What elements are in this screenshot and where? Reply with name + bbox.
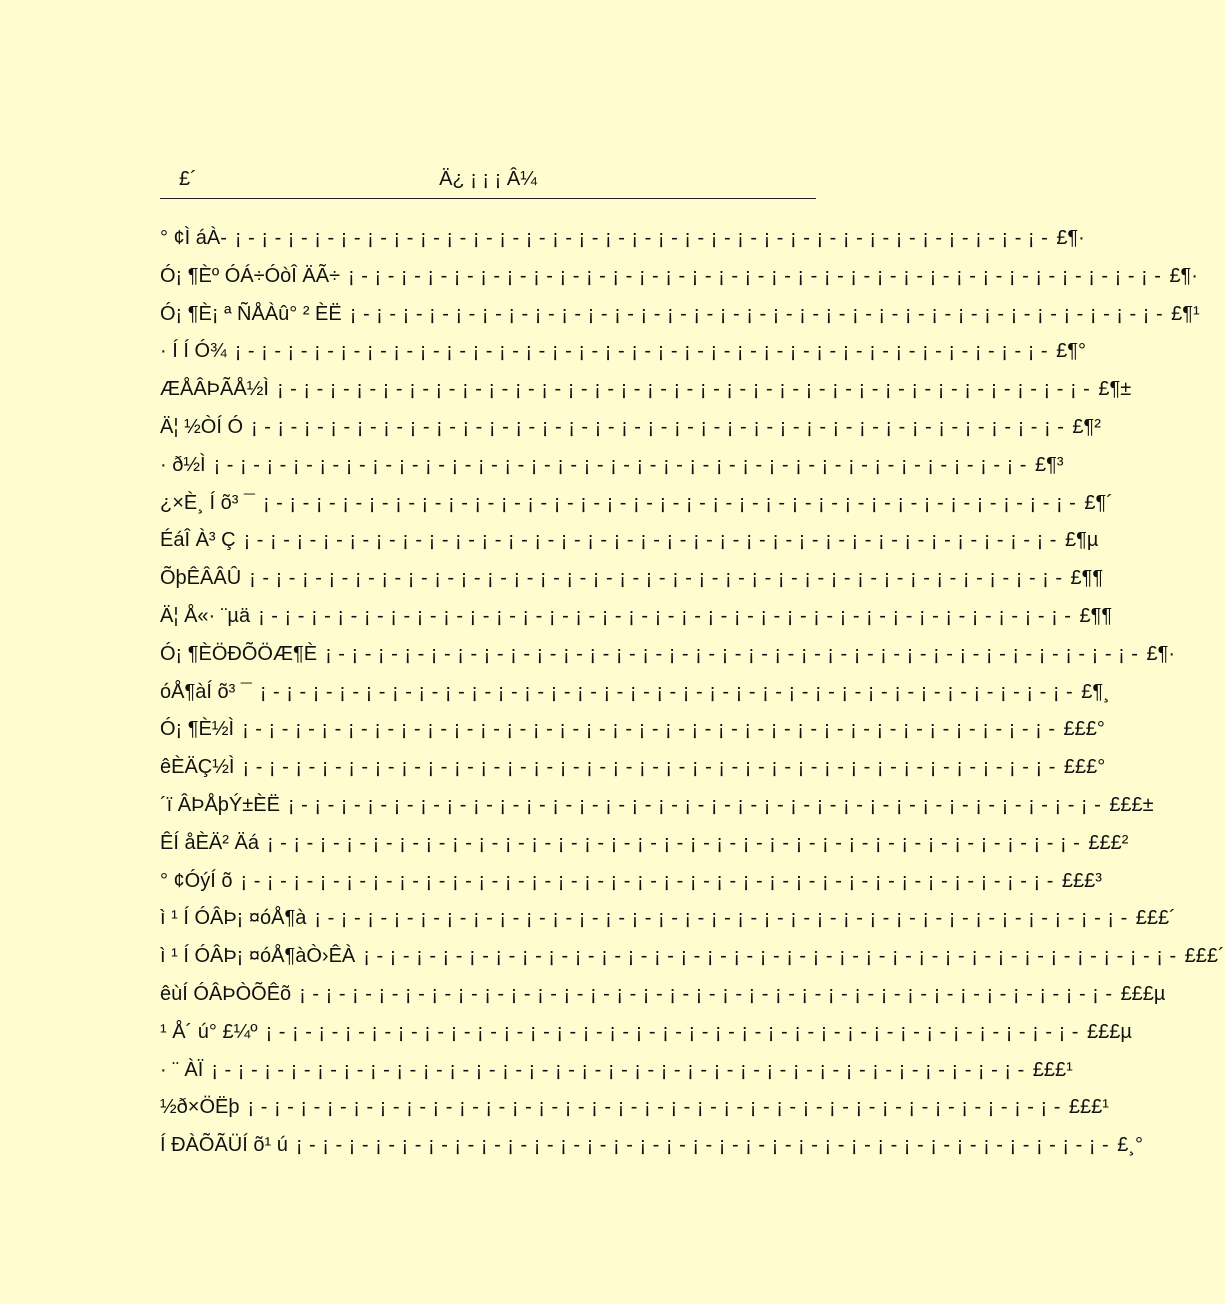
toc-entry-title: ÉáÎ À³ Ç [160, 529, 236, 552]
toc-entry [160, 409, 1101, 447]
toc-entry [160, 787, 1154, 825]
toc-entry-page: £¶± [1098, 378, 1132, 401]
toc-entry [160, 485, 1113, 523]
toc-entry [160, 749, 1106, 787]
toc-entry-title: Ó¡ ¶Èº ÓÁ÷ÓòÎ ÄÃ÷ [160, 264, 341, 287]
toc-dot-leader: ¡ - ¡ - ¡ - ¡ - ¡ - ¡ - ¡ - ¡ - ¡ - ¡ - ¡ - ¡ - ¡ - ¡ - ¡ - ¡ - ¡ - ¡ - ¡ - ¡ - ¡ - ¡ - ¡ - ¡ - ¡ - ¡ - ¡ - ¡ - ¡ - ¡ - ¡ - [259, 680, 1074, 703]
toc-dot-leader: ¡ - ¡ - ¡ - ¡ - ¡ - ¡ - ¡ - ¡ - ¡ - ¡ - ¡ - ¡ - ¡ - ¡ - ¡ - ¡ - ¡ - ¡ - ¡ - ¡ - ¡ - ¡ - ¡ - ¡ - ¡ - ¡ - ¡ - ¡ - ¡ - ¡ - ¡ - [287, 793, 1102, 816]
toc-entry-title: Ó¡ ¶È¡ ª ÑÅÀû° ² ÈË [160, 302, 342, 325]
toc-entry-page: £¶¹ [1171, 302, 1200, 325]
toc-entry-title: Í ÐÀÕÃÜÍ õ¹ ú [160, 1134, 288, 1157]
toc-entry [160, 447, 1064, 485]
toc-entry-title: · ¨ ÀÏ [160, 1058, 204, 1081]
toc-dot-leader: ¡ - ¡ - ¡ - ¡ - ¡ - ¡ - ¡ - ¡ - ¡ - ¡ - ¡ - ¡ - ¡ - ¡ - ¡ - ¡ - ¡ - ¡ - ¡ - ¡ - ¡ - ¡ - ¡ - ¡ - ¡ - ¡ - ¡ - ¡ - ¡ - ¡ - ¡ - [262, 491, 1077, 514]
toc-entry [160, 938, 1225, 976]
toc-entry-page: £¶¶ [1079, 604, 1113, 627]
toc-entry-title: ¿×È¸ Í õ³ ¯ [160, 491, 255, 514]
toc-dot-leader: ¡ - ¡ - ¡ - ¡ - ¡ - ¡ - ¡ - ¡ - ¡ - ¡ - ¡ - ¡ - ¡ - ¡ - ¡ - ¡ - ¡ - ¡ - ¡ - ¡ - ¡ - ¡ - ¡ - ¡ - ¡ - ¡ - ¡ - ¡ - ¡ - ¡ - ¡ - [247, 1096, 1061, 1119]
toc-entry-title: ° ¢ÓýÍ õ [160, 869, 233, 892]
toc-entry-page: £££¹ [1032, 1058, 1073, 1081]
toc-dot-leader: ¡ - ¡ - ¡ - ¡ - ¡ - ¡ - ¡ - ¡ - ¡ - ¡ - ¡ - ¡ - ¡ - ¡ - ¡ - ¡ - ¡ - ¡ - ¡ - ¡ - ¡ - ¡ - ¡ - ¡ - ¡ - ¡ - ¡ - ¡ - ¡ - ¡ - ¡ - [213, 453, 1027, 476]
toc-entry-title: · Í Í Ó¾ [160, 340, 227, 363]
toc-entry-page: £¶¶ [1070, 567, 1104, 590]
toc-dot-leader: ¡ - ¡ - ¡ - ¡ - ¡ - ¡ - ¡ - ¡ - ¡ - ¡ - ¡ - ¡ - ¡ - ¡ - ¡ - ¡ - ¡ - ¡ - ¡ - ¡ - ¡ - ¡ - ¡ - ¡ - ¡ - ¡ - ¡ - ¡ - ¡ - ¡ - ¡ - [299, 982, 1113, 1005]
toc-entry-title: ° ¢Ì áÀ- [160, 227, 227, 249]
toc-dot-leader: ¡ - ¡ - ¡ - ¡ - ¡ - ¡ - ¡ - ¡ - ¡ - ¡ - ¡ - ¡ - ¡ - ¡ - ¡ - ¡ - ¡ - ¡ - ¡ - ¡ - ¡ - ¡ - ¡ - ¡ - ¡ - ¡ - ¡ - ¡ - ¡ - ¡ - ¡ - [258, 604, 1072, 627]
toc-dot-leader: ¡ - ¡ - ¡ - ¡ - ¡ - ¡ - ¡ - ¡ - ¡ - ¡ - ¡ - ¡ - ¡ - ¡ - ¡ - ¡ - ¡ - ¡ - ¡ - ¡ - ¡ - ¡ - ¡ - ¡ - ¡ - ¡ - ¡ - ¡ - ¡ - ¡ - ¡ - [242, 756, 1056, 779]
toc-dot-leader: ¡ - ¡ - ¡ - ¡ - ¡ - ¡ - ¡ - ¡ - ¡ - ¡ - ¡ - ¡ - ¡ - ¡ - ¡ - ¡ - ¡ - ¡ - ¡ - ¡ - ¡ - ¡ - ¡ - ¡ - ¡ - ¡ - ¡ - ¡ - ¡ - ¡ - ¡ - [211, 1058, 1025, 1081]
toc-entry [160, 636, 1175, 674]
toc-entry-page: £££° [1063, 756, 1106, 779]
toc-dot-leader: ¡ - ¡ - ¡ - ¡ - ¡ - ¡ - ¡ - ¡ - ¡ - ¡ - ¡ - ¡ - ¡ - ¡ - ¡ - ¡ - ¡ - ¡ - ¡ - ¡ - ¡ - ¡ - ¡ - ¡ - ¡ - ¡ - ¡ - ¡ - ¡ - ¡ - ¡ - [349, 302, 1164, 325]
toc-entry [160, 522, 1099, 560]
toc-entry-page: £¶² [1072, 415, 1101, 438]
toc-entry-title: ÕþÊÂÂÛ [160, 567, 242, 590]
toc-entry-page: £¶´ [1084, 491, 1113, 514]
toc-entry-page: £££° [1063, 718, 1105, 741]
page-number: £´ [179, 168, 197, 190]
toc-entry-title: ´ï ÂÞÅþÝ±ÈË [160, 793, 280, 816]
toc-entry-page: £¸° [1117, 1134, 1143, 1157]
toc-entry-title: Ó¡ ¶ÈÖÐÕÖÆ¶È [160, 642, 318, 665]
toc-entry [160, 863, 1102, 901]
toc-dot-leader: ¡ - ¡ - ¡ - ¡ - ¡ - ¡ - ¡ - ¡ - ¡ - ¡ - ¡ - ¡ - ¡ - ¡ - ¡ - ¡ - ¡ - ¡ - ¡ - ¡ - ¡ - ¡ - ¡ - ¡ - ¡ - ¡ - ¡ - ¡ - ¡ - ¡ - ¡ - [240, 869, 1054, 892]
toc-entry [160, 825, 1129, 863]
toc-entry-title: ì ¹ Í ÓÂÞ¡ ¤óÅ¶à [160, 907, 307, 930]
toc-entry [160, 674, 1110, 712]
toc-entry-title: êùÍ ÓÂÞÒÕÊõ [160, 982, 292, 1005]
table-of-contents [160, 220, 1225, 1165]
toc-dot-leader: ¡ - ¡ - ¡ - ¡ - ¡ - ¡ - ¡ - ¡ - ¡ - ¡ - ¡ - ¡ - ¡ - ¡ - ¡ - ¡ - ¡ - ¡ - ¡ - ¡ - ¡ - ¡ - ¡ - ¡ - ¡ - ¡ - ¡ - ¡ - ¡ - ¡ - ¡ - [314, 907, 1128, 930]
toc-entry-page: £¶· [1056, 227, 1085, 249]
toc-entry-page: £££µ [1086, 1020, 1132, 1043]
toc-entry [160, 1127, 1143, 1165]
toc-entry-page: £¶· [1169, 264, 1198, 287]
toc-dot-leader: ¡ - ¡ - ¡ - ¡ - ¡ - ¡ - ¡ - ¡ - ¡ - ¡ - ¡ - ¡ - ¡ - ¡ - ¡ - ¡ - ¡ - ¡ - ¡ - ¡ - ¡ - ¡ - ¡ - ¡ - ¡ - ¡ - ¡ - ¡ - ¡ - ¡ - ¡ - [295, 1134, 1110, 1157]
toc-entry-page: £££± [1109, 793, 1154, 816]
toc-entry [160, 560, 1104, 598]
toc-entry [160, 296, 1200, 334]
toc-entry-page: £¶µ [1064, 529, 1099, 552]
toc-entry-page: £¶³ [1034, 453, 1064, 476]
toc-entry-page: £¶° [1056, 340, 1086, 363]
toc-entry [160, 371, 1132, 409]
toc-dot-leader: ¡ - ¡ - ¡ - ¡ - ¡ - ¡ - ¡ - ¡ - ¡ - ¡ - ¡ - ¡ - ¡ - ¡ - ¡ - ¡ - ¡ - ¡ - ¡ - ¡ - ¡ - ¡ - ¡ - ¡ - ¡ - ¡ - ¡ - ¡ - ¡ - ¡ - ¡ - [234, 227, 1049, 249]
toc-dot-leader: ¡ - ¡ - ¡ - ¡ - ¡ - ¡ - ¡ - ¡ - ¡ - ¡ - ¡ - ¡ - ¡ - ¡ - ¡ - ¡ - ¡ - ¡ - ¡ - ¡ - ¡ - ¡ - ¡ - ¡ - ¡ - ¡ - ¡ - ¡ - ¡ - ¡ - ¡ - [242, 718, 1056, 741]
toc-entry [160, 598, 1113, 636]
toc-entry [160, 1014, 1132, 1052]
toc-dot-leader: ¡ - ¡ - ¡ - ¡ - ¡ - ¡ - ¡ - ¡ - ¡ - ¡ - ¡ - ¡ - ¡ - ¡ - ¡ - ¡ - ¡ - ¡ - ¡ - ¡ - ¡ - ¡ - ¡ - ¡ - ¡ - ¡ - ¡ - ¡ - ¡ - ¡ - ¡ - [363, 945, 1177, 968]
toc-dot-leader: ¡ - ¡ - ¡ - ¡ - ¡ - ¡ - ¡ - ¡ - ¡ - ¡ - ¡ - ¡ - ¡ - ¡ - ¡ - ¡ - ¡ - ¡ - ¡ - ¡ - ¡ - ¡ - ¡ - ¡ - ¡ - ¡ - ¡ - ¡ - ¡ - ¡ - ¡ - [276, 378, 1091, 401]
toc-entry-page: £££³ [1061, 869, 1102, 892]
toc-dot-leader: ¡ - ¡ - ¡ - ¡ - ¡ - ¡ - ¡ - ¡ - ¡ - ¡ - ¡ - ¡ - ¡ - ¡ - ¡ - ¡ - ¡ - ¡ - ¡ - ¡ - ¡ - ¡ - ¡ - ¡ - ¡ - ¡ - ¡ - ¡ - ¡ - ¡ - ¡ - [243, 529, 1057, 552]
toc-entry-title: óÅ¶àÍ õ³ ¯ [160, 680, 252, 703]
toc-entry-title: ÆÅÂÞÃÅ½Ì [160, 378, 269, 401]
toc-entry-title: Ä¦ ½ÒÍ Ó [160, 415, 243, 438]
toc-entry-title: ÊÍ åÈÄ² Äá [160, 831, 259, 854]
toc-entry [160, 711, 1105, 749]
toc-entry-page: £££² [1088, 831, 1129, 854]
toc-entry-page: £££´ [1135, 907, 1176, 930]
toc-dot-leader: ¡ - ¡ - ¡ - ¡ - ¡ - ¡ - ¡ - ¡ - ¡ - ¡ - ¡ - ¡ - ¡ - ¡ - ¡ - ¡ - ¡ - ¡ - ¡ - ¡ - ¡ - ¡ - ¡ - ¡ - ¡ - ¡ - ¡ - ¡ - ¡ - ¡ - ¡ - [266, 831, 1081, 854]
toc-dot-leader: ¡ - ¡ - ¡ - ¡ - ¡ - ¡ - ¡ - ¡ - ¡ - ¡ - ¡ - ¡ - ¡ - ¡ - ¡ - ¡ - ¡ - ¡ - ¡ - ¡ - ¡ - ¡ - ¡ - ¡ - ¡ - ¡ - ¡ - ¡ - ¡ - ¡ - ¡ - [249, 567, 1063, 590]
toc-entry [160, 900, 1176, 938]
toc-dot-leader: ¡ - ¡ - ¡ - ¡ - ¡ - ¡ - ¡ - ¡ - ¡ - ¡ - ¡ - ¡ - ¡ - ¡ - ¡ - ¡ - ¡ - ¡ - ¡ - ¡ - ¡ - ¡ - ¡ - ¡ - ¡ - ¡ - ¡ - ¡ - ¡ - ¡ - ¡ - [234, 340, 1049, 363]
toc-entry [160, 220, 1085, 258]
toc-entry [160, 1052, 1073, 1090]
toc-dot-leader: ¡ - ¡ - ¡ - ¡ - ¡ - ¡ - ¡ - ¡ - ¡ - ¡ - ¡ - ¡ - ¡ - ¡ - ¡ - ¡ - ¡ - ¡ - ¡ - ¡ - ¡ - ¡ - ¡ - ¡ - ¡ - ¡ - ¡ - ¡ - ¡ - ¡ - ¡ - [251, 415, 1065, 438]
toc-entry-page: £££´ [1184, 945, 1225, 968]
toc-entry-title: ½ð×ÖËþ [160, 1096, 240, 1119]
toc-entry-page: £££¹ [1068, 1096, 1109, 1119]
toc-entry-title: ¹ Å´ ú° £¼º [160, 1020, 258, 1043]
toc-entry [160, 258, 1198, 296]
toc-entry [160, 333, 1086, 371]
toc-entry-page: £¶· [1146, 642, 1175, 665]
toc-entry-page: £¶¸ [1081, 680, 1110, 703]
toc-entry-title: Ä¦ Å«· ¨µä [160, 604, 251, 627]
toc-dot-leader: ¡ - ¡ - ¡ - ¡ - ¡ - ¡ - ¡ - ¡ - ¡ - ¡ - ¡ - ¡ - ¡ - ¡ - ¡ - ¡ - ¡ - ¡ - ¡ - ¡ - ¡ - ¡ - ¡ - ¡ - ¡ - ¡ - ¡ - ¡ - ¡ - ¡ - ¡ - [265, 1020, 1079, 1043]
toc-dot-leader: ¡ - ¡ - ¡ - ¡ - ¡ - ¡ - ¡ - ¡ - ¡ - ¡ - ¡ - ¡ - ¡ - ¡ - ¡ - ¡ - ¡ - ¡ - ¡ - ¡ - ¡ - ¡ - ¡ - ¡ - ¡ - ¡ - ¡ - ¡ - ¡ - ¡ - ¡ - [348, 264, 1162, 287]
toc-entry-title: êÈÄÇ½Ì [160, 756, 235, 779]
toc-entry [160, 1089, 1109, 1127]
running-title: Ä¿ ¡ ¡ ¡ Â¼ [439, 168, 537, 190]
toc-entry [160, 976, 1166, 1014]
toc-entry-title: ì ¹ Í ÓÂÞ¡ ¤óÅ¶àÒ›ÊÀ [160, 945, 356, 968]
header-rule [160, 198, 816, 199]
toc-entry-title: Ó¡ ¶È½Ì [160, 718, 235, 741]
toc-entry-title: · ð½Ì [160, 453, 206, 476]
page-header [160, 162, 816, 198]
toc-dot-leader: ¡ - ¡ - ¡ - ¡ - ¡ - ¡ - ¡ - ¡ - ¡ - ¡ - ¡ - ¡ - ¡ - ¡ - ¡ - ¡ - ¡ - ¡ - ¡ - ¡ - ¡ - ¡ - ¡ - ¡ - ¡ - ¡ - ¡ - ¡ - ¡ - ¡ - ¡ - [325, 642, 1139, 665]
toc-entry-page: £££µ [1120, 982, 1166, 1005]
